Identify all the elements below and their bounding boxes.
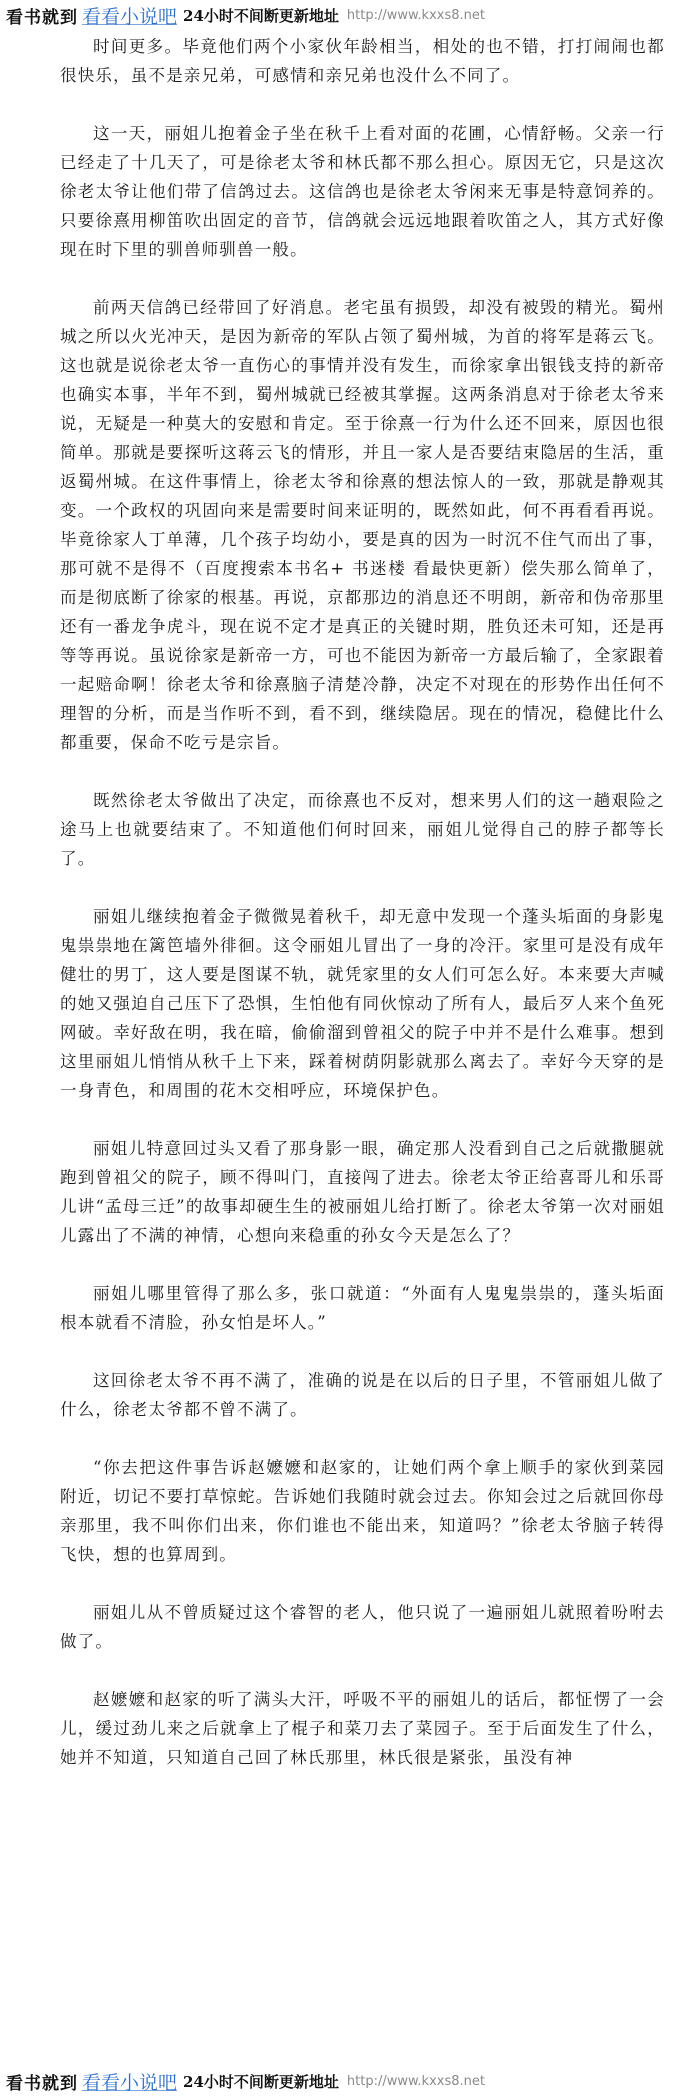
- paragraph-gap: [60, 1337, 665, 1366]
- paragraph: 既然徐老太爷做出了决定，而徐熹也不反对，想来男人们的这一趟艰险之途马上也就要结束了。不知道他们何时回来，丽姐儿觉得自己的脖子都等长了。: [60, 791, 665, 868]
- paragraph: 丽姐儿继续抱着金子微微晃着秋千，却无意中发现一个蓬头垢面的身影鬼鬼祟祟地在篱笆墙外徘徊。这令丽姐儿冒出了一身的冷汗。家里可是没有成年健壮的男丁，这人要是图谋不轨，就凭家里的女人们可怎么好。本来要大声喊的她又强迫自己压下了恐惧，生怕他有同伙惊动了所有人，最后歹人来个鱼死网破。幸好敌在明，我在暗，偷偷溜到曾祖父的院子中并不是什么难事。想到这里丽姐儿悄悄从秋千上下来，踩着树荫阴影就那么离去了。幸好今天穿的是一身青色，和周围的花木交相呼应，环境保护色。: [60, 907, 665, 1100]
- paragraph-gap: [60, 1424, 665, 1453]
- banner-url-link[interactable]: http://www.kxxs8.net: [346, 7, 485, 23]
- paragraph-gap: [60, 90, 665, 119]
- banner-suffix: 24小时不间断更新地址: [183, 6, 339, 25]
- banner-url-link[interactable]: http://www.kxxs8.net: [346, 2073, 485, 2089]
- paragraph: “你去把这件事告诉赵嬷嬷和赵家的，让她们两个拿上顺手的家伙到菜园附近，切记不要打草惊蛇。告诉她们我随时就会过去。你知会过之后就回你母亲那里，我不叫你们出来，你们谁也不能出来，知道吗？”徐老太爷脑子转得飞快，想的也算周到。: [60, 1458, 665, 1564]
- banner-brand-link[interactable]: 看看小说吧: [82, 2071, 178, 2094]
- paragraph: 这一天，丽姐儿抱着金子坐在秋千上看对面的花圃，心情舒畅。父亲一行已经走了十几天了，可是徐老太爷和林氏都不那么担心。原因无它，只是这次徐老太爷让他们带了信鸽过去。这信鸽也是徐老太爷闲来无事是特意饲养的。只要徐熹用柳笛吹出固定的音节，信鸽就会远远地跟着吹笛之人，其方式好像现在时下里的驯兽师驯兽一般。: [60, 124, 665, 259]
- site-banner-top: [6, 2, 485, 28]
- banner-brand-link[interactable]: 看看小说吧: [82, 5, 178, 28]
- banner-suffix: 24小时不间断更新地址: [183, 2072, 339, 2091]
- paragraph: 丽姐儿特意回过头又看了那身影一眼，确定那人没看到自己之后就撒腿就跑到曾祖父的院子，顾不得叫门，直接闯了进去。徐老太爷正给喜哥儿和乐哥儿讲“孟母三迁”的故事却硬生生的被丽姐儿给打断了。徐老太爷第一次对丽姐儿露出了不满的神情，心想向来稳重的孙女今天是怎么了？: [60, 1139, 665, 1245]
- paragraph-gap: [60, 1656, 665, 1685]
- banner-prefix: 看书就到: [6, 2073, 78, 2094]
- paragraph: 丽姐儿从不曾质疑过这个睿智的老人，他只说了一遍丽姐儿就照着吩咐去做了。: [60, 1603, 665, 1651]
- banner-prefix: 看书就到: [6, 7, 78, 28]
- paragraph-gap: [60, 873, 665, 902]
- paragraph: 这回徐老太爷不再不满了，准确的说是在以后的日子里，不管丽姐儿做了什么，徐老太爷都不曾不满了。: [60, 1371, 665, 1419]
- paragraph-gap: [60, 264, 665, 293]
- chapter-body: [60, 32, 665, 1772]
- paragraph: 时间更多。毕竟他们两个小家伙年龄相当，相处的也不错，打打闹闹也都很快乐，虽不是亲兄弟，可感情和亲兄弟也没什么不同了。: [60, 37, 665, 85]
- paragraph-gap: [60, 1105, 665, 1134]
- paragraph-gap: [60, 1569, 665, 1598]
- paragraph: 赵嬷嬷和赵家的听了满头大汗，呼吸不平的丽姐儿的话后，都怔愣了一会儿，缓过劲儿来之后就拿上了棍子和菜刀去了菜园子。至于后面发生了什么，她并不知道，只知道自己回了林氏那里，林氏很是紧张，虽没有神: [60, 1690, 665, 1767]
- paragraph-gap: [60, 1250, 665, 1279]
- paragraph-gap: [60, 757, 665, 786]
- site-banner-bottom: [6, 2068, 485, 2094]
- paragraph: 丽姐儿哪里管得了那么多，张口就道：“外面有人鬼鬼祟祟的，蓬头垢面根本就看不清脸，孙女怕是坏人。”: [60, 1284, 665, 1332]
- paragraph: 前两天信鸽已经带回了好消息。老宅虽有损毁，却没有被毁的精光。蜀州城之所以火光冲天，是因为新帝的军队占领了蜀州城，为首的将军是蒋云飞。这也就是说徐老太爷一直伤心的事情并没有发生，而徐家拿出银钱支持的新帝也确实本事，半年不到，蜀州城就已经被其掌握。这两条消息对于徐老太爷来说，无疑是一种莫大的安慰和肯定。至于徐熹一行为什么还不回来，原因也很简单。那就是要探听这蒋云飞的情形，并且一家人是否要结束隐居的生活，重返蜀州城。在这件事情上，徐老太爷和徐熹的想法惊人的一致，那就是静观其变。一个政权的巩固向来是需要时间来证明的，既然如此，何不再看看再说。毕竟徐家人丁单薄，几个孩子均幼小，要是真的因为一时沉不住气而出了事，那可就不是得不（百度搜索本书名+ 书迷楼 看最快更新）偿失那么简单了，而是彻底断了徐家的根基。再说，京都那边的消息还不明朗，新帝和伪帝那里还有一番龙争虎斗，现在说不定才是真正的关键时期，胜负还未可知，还是再等等再说。虽说徐家是新帝一方，可也不能因为新帝一方最后输了，全家跟着一起赔命啊！徐老太爷和徐熹脑子清楚冷静，决定不对现在的形势作出任何不理智的分析，而是当作听不到，看不到，继续隐居。现在的情况，稳健比什么都重要，保命不吃亏是宗旨。: [60, 298, 665, 752]
